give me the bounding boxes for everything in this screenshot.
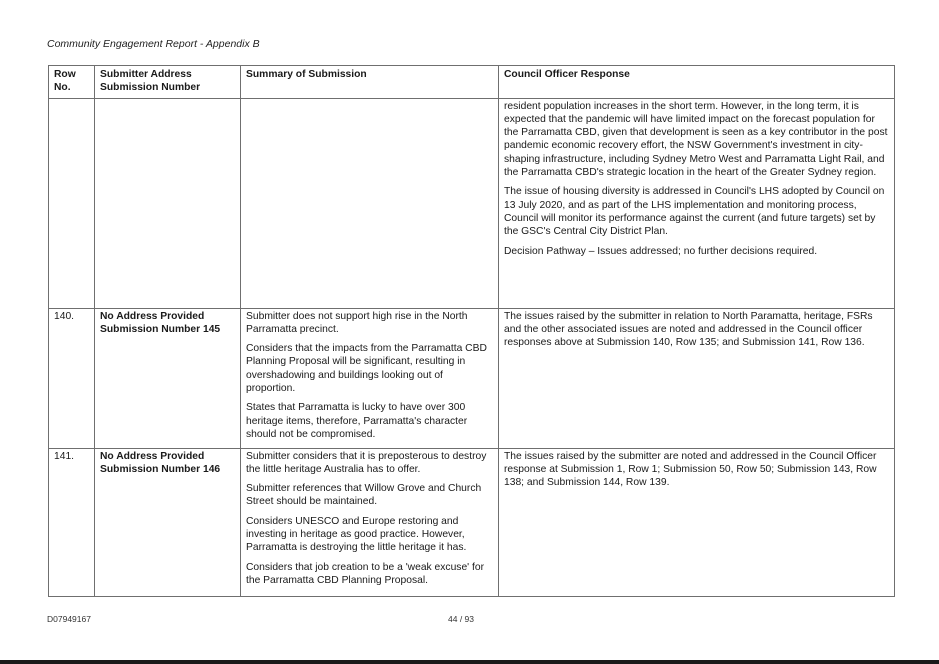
row-number: 141. — [49, 448, 95, 596]
summary-paragraph: Submitter references that Willow Grove and Church Street should be maintained. — [246, 483, 482, 508]
header-summary: Summary of Submission — [241, 66, 499, 99]
response-paragraph: Decision Pathway – Issues addressed; no further decisions required. — [504, 245, 818, 257]
summary-cell — [241, 98, 499, 308]
summary-paragraph: Considers UNESCO and Europe restoring and investing in heritage as good practice. However, Parramatta is destroying the little heritage it has. — [246, 515, 467, 554]
summary-paragraph: States that Parramatta is lucky to have over 300 heritage items, therefore, Parramatta's character should not be compromised. — [246, 402, 468, 440]
summary-paragraph: Submitter considers that it is preposterous to destroy the little heritage Australia has to offer. — [246, 450, 487, 475]
submissions-table — [48, 65, 895, 597]
response-paragraph: The issues raised by the submitter in relation to North Paramatta, heritage, FSRs and the other associated issues are noted and addressed in the Council officer responses above at Submission 140, Row 135; and Submission 141, Row 136. — [504, 310, 873, 349]
header-submitter: Submitter Address Submission Number — [95, 66, 241, 99]
table-header-row — [49, 66, 895, 99]
response-cell — [499, 448, 895, 596]
submitter-cell — [95, 98, 241, 308]
summary-paragraph: Submitter does not support high rise in the North Parramatta precinct. — [246, 310, 468, 335]
header-response: Council Officer Response — [499, 66, 895, 99]
page-header-title: Community Engagement Report - Appendix B — [47, 38, 260, 50]
row-number: 140. — [49, 308, 95, 448]
submitter-cell: No Address Provided Submission Number 146 — [95, 448, 241, 596]
summary-paragraph: Considers that job creation to be a 'weak excuse' for the Parramatta CBD Planning Proposal. — [246, 561, 485, 586]
summary-cell — [241, 448, 499, 596]
document-id: D07949167 — [47, 614, 91, 624]
response-cell — [499, 308, 895, 448]
response-paragraph: resident population increases in the short term. However, in the long term, it is expected that the pandemic will have limited impact on the forecast population for the Parramatta CBD, given that development is seen as a key contributor in the post pandemic economic recovery effort, the NSW Government's investment in city-shaping infrastructure, including Sydney Metro West and Parramatta Light Rail, and the Parramatta CBD's strategic location in the heart of the Greater Sydney region. — [504, 100, 888, 179]
table-row — [49, 308, 895, 448]
response-paragraph: The issue of housing diversity is addressed in Council's LHS adopted by Council on 13 July 2020, and as part of the LHS implementation and monitoring process, Council will monitor its performance against the current (and future targets) set by the GSC's Central City District Plan. — [504, 186, 885, 238]
summary-paragraph: Considers that the impacts from the Parramatta CBD Planning Proposal will be significant, resulting in overshadowing and buildings looking out of proportion. — [246, 343, 487, 395]
response-paragraph: The issues raised by the submitter are noted and addressed in the Council Officer response at Submission 1, Row 1; Submission 50, Row 50; Submission 143, Row 138; and Submission 144, Row 139. — [504, 450, 877, 489]
table-row — [49, 448, 895, 596]
response-cell — [499, 98, 895, 308]
page-bottom-border — [0, 660, 939, 664]
summary-cell — [241, 308, 499, 448]
submitter-cell: No Address Provided Submission Number 145 — [95, 308, 241, 448]
header-row-no: Row No. — [49, 66, 95, 99]
table-row — [49, 98, 895, 308]
row-number — [49, 98, 95, 308]
page-number: 44 / 93 — [448, 614, 474, 624]
